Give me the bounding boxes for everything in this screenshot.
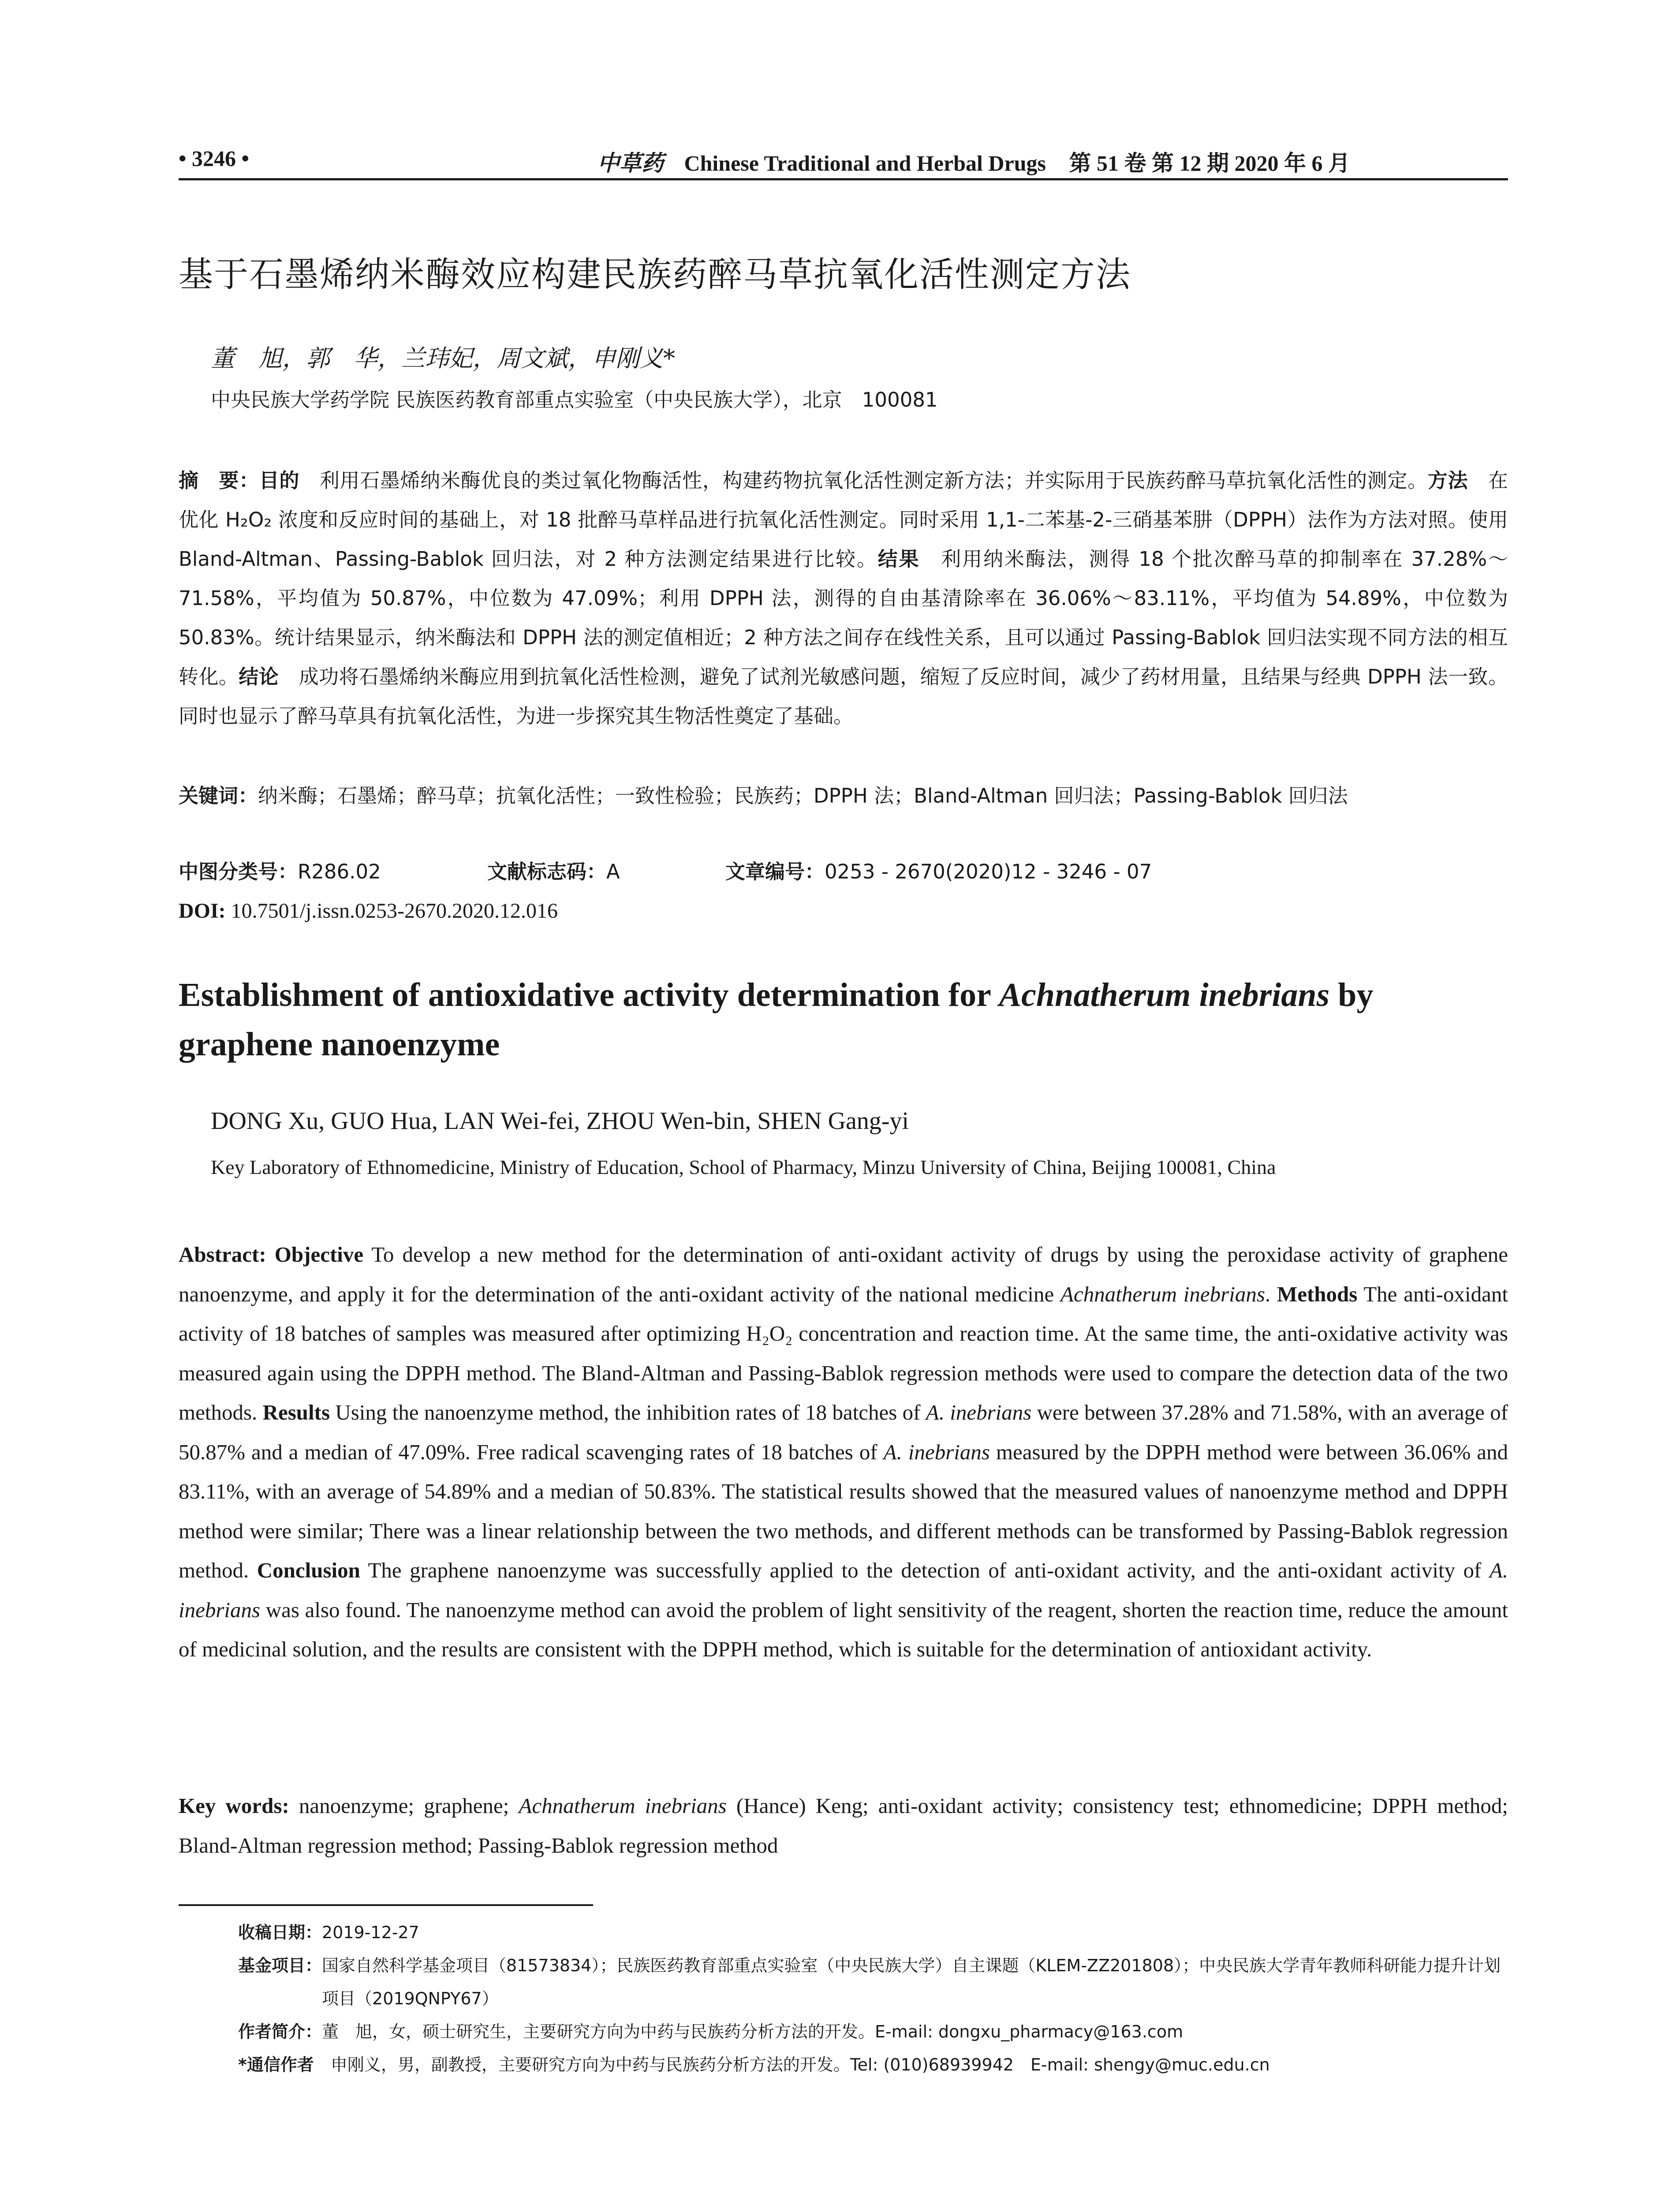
chinese-abstract [179, 461, 1508, 736]
footnote-label: 基金项目： [238, 1956, 322, 1975]
journal-issue: 第 51 卷 第 12 期 2020 年 6 月 [1069, 151, 1350, 176]
conclusion-label: 结论 [239, 665, 279, 688]
english-title [179, 970, 1508, 1069]
class-value: R286.02 [298, 860, 381, 883]
footnote-received [238, 1916, 1508, 1949]
footnote-label: 收稿日期： [238, 1923, 322, 1942]
footnote-corresponding [238, 2048, 1508, 2082]
en-abstract-label: Abstract: [179, 1242, 275, 1267]
en-results-text-2: were between 37.28% and 71.58%, with an average of 50.87% and a median of 47.09%. Free radical scavenging rates of 18 batches of [179, 1400, 1508, 1464]
document-code [487, 852, 620, 891]
footnote-value: 国家自然科学基金项目（81573834）；民族医药教育部重点实验室（中央民族大学）自主课题（KLEM-ZZ201808）；中央民族大学青年教师科研能力提升计划项目（2019QNPY67） [322, 1956, 1501, 2008]
conclusion-text: 成功将石墨烯纳米酶应用到抗氧化活性检测，避免了试剂光敏感问题，缩短了反应时间，减少了药材用量，且结果与经典 DPPH 法一致。同时也显示了醉马草具有抗氧化活性，为进一步探究其生物活性奠定了基础。 [179, 665, 1508, 728]
en-keywords-species: Achnatherum inebrians [519, 1794, 727, 1818]
methods-label: 方法 [1427, 469, 1468, 492]
en-objective-text: To develop a new method for the determination of anti-oxidant activity of drugs by using the peroxidase activity of graphene nanoenzyme, and apply it for the determination of the anti-oxidant activity of the national medicine [179, 1242, 1508, 1306]
en-conclusion-label: Conclusion [257, 1558, 360, 1582]
en-conclusion-text-2: was also found. The nanoenzyme method can avoid the problem of light sensitivity of the reagent, shorten the reaction time, reduce the amount of medicinal solution, and the results are consistent with the DPPH method, which is suitable for the determination of antioxidant activity. [179, 1597, 1508, 1661]
en-period: . [1265, 1282, 1277, 1306]
article-number [725, 852, 1152, 891]
english-title-species: Achnatherum inebrians [999, 976, 1330, 1013]
footnote-funding [238, 1949, 1508, 2015]
en-keywords-text-2: (Hance) Keng; anti-oxidant activity; consistency test; ethnomedicine; DPPH method; Bland-Altman regression method; Passing-Bablok regression method [179, 1794, 1508, 1857]
page-number: • 3246 • [179, 146, 250, 171]
doc-code-label: 文献标志码： [487, 860, 607, 883]
en-species-abbr: A. inebrians [883, 1439, 990, 1464]
en-results-label: Results [262, 1400, 330, 1424]
chinese-authors: 董 旭，郭 华，兰玮妃，周文斌，申刚义* [211, 344, 675, 372]
en-species-name: Achnatherum inebrians [1060, 1282, 1265, 1306]
keywords-label: 关键词： [179, 784, 258, 807]
abstract-label: 摘 要： [179, 469, 259, 492]
en-keywords-label: Key words: [179, 1794, 289, 1818]
english-title-prefix: Establishment of antioxidative activity determination for [179, 976, 999, 1013]
en-species-abbr: A. inebrians [926, 1400, 1032, 1424]
journal-name-en: Chinese Traditional and Herbal Drugs [684, 151, 1046, 176]
english-affiliation: Key Laboratory of Ethnomedicine, Ministry of Education, School of Pharmacy, Minzu University of China, Beijing 100081, China [211, 1156, 1276, 1178]
footnote-author-bio [238, 2015, 1508, 2048]
en-species-abbr: A. inebrians [179, 1558, 1508, 1622]
english-authors: DONG Xu, GUO Hua, LAN Wei-fei, ZHOU Wen-bin, SHEN Gang-yi [211, 1107, 909, 1135]
english-abstract [179, 1235, 1508, 1669]
objective-text: 利用石墨烯纳米酶优良的类过氧化物酶活性，构建药物抗氧化活性测定新方法；并实际用于民族药醉马草抗氧化活性的测定。 [299, 469, 1428, 492]
classification-line [179, 852, 1508, 891]
results-label: 结果 [877, 547, 920, 571]
doi-label: DOI: [179, 899, 226, 923]
english-keywords [179, 1786, 1508, 1865]
objective-label: 目的 [259, 469, 300, 492]
en-results-text-1: Using the nanoenzyme method, the inhibition rates of 18 batches of [330, 1400, 926, 1424]
footnote-label: 作者简介： [238, 2022, 322, 2041]
footnote-divider [179, 1904, 593, 1906]
article-no-value: 0253 - 2670(2020)12 - 3246 - 07 [825, 860, 1152, 883]
footnotes [238, 1916, 1508, 2082]
en-methods-label: Methods [1277, 1282, 1358, 1306]
doi-value: 10.7501/j.issn.0253-2670.2020.12.016 [225, 899, 558, 923]
footnote-label: *通信作者 [238, 2055, 314, 2074]
journal-info [597, 146, 1350, 177]
article-no-label: 文章编号： [725, 860, 825, 883]
class-number [179, 852, 381, 891]
methods-text: 在优化 H₂O₂ 浓度和反应时间的基础上，对 18 批醉马草样品进行抗氧化活性测定。同时采用 1,1-二苯基-2-三硝基苯肼（DPPH）法作为方法对照。使用 Bland-Altman、Passing-Bablok 回归法，对 2 种方法测定结果进行比较。 [179, 469, 1508, 571]
running-header [179, 140, 1508, 180]
english-title-suffix: by graphene nanoenzyme [179, 976, 1374, 1063]
en-methods-text: The anti-oxidant activity of 18 batches of samples was measured after optimizing H₂O₂ concentration and reaction time. At the same time, the anti-oxidative activity was measured again using the DPPH method. The Bland-Altman and Passing-Bablok regression methods were used to compare the detection data of the two methods. [179, 1282, 1508, 1424]
chinese-title: 基于石墨烯纳米酶效应构建民族药醉马草抗氧化活性测定方法 [179, 255, 1131, 295]
footnote-value: 申刚义，男，副教授，主要研究方向为中药与民族药分析方法的开发。Tel: (010)68939942 E-mail: shengy@muc.edu.cn [314, 2055, 1270, 2074]
class-label: 中图分类号： [179, 860, 298, 883]
footnote-value: 董 旭，女，硕士研究生，主要研究方向为中药与民族药分析方法的开发。E-mail: dongxu_pharmacy@163.com [322, 2022, 1183, 2041]
en-results-text-3: measured by the DPPH method were between 36.06% and 83.11%, with an average of 54.89% and a median of 50.83%. The statistical results showed that the measured values of nanoenzyme method and DPPH method were similar; There was a linear relationship between the two methods, and different methods can be transformed by Passing-Bablok regression method. [179, 1439, 1508, 1582]
footnote-value: 2019-12-27 [322, 1923, 419, 1942]
doc-code-value: A [606, 860, 620, 883]
doi-line [179, 891, 558, 931]
en-objective-label: Objective [274, 1242, 364, 1267]
chinese-affiliation: 中央民族大学药学院 民族医药教育部重点实验室（中央民族大学），北京 100081 [211, 388, 938, 411]
results-text: 利用纳米酶法，测得 18 个批次醉马草的抑制率在 37.28%～71.58%，平均值为 50.87%，中位数为 47.09%；利用 DPPH 法，测得的自由基清除率在 36.06%～83.11%，平均值为 54.89%，中位数为 50.83%。统计结果显示，纳米酶法和 DPPH 法的测定值相近；2 种方法之间存在线性关系，且可以通过 Passing-Bablok 回归法实现不同方法的相互转化。 [179, 547, 1508, 688]
en-keywords-text-1: nanoenzyme; graphene; [289, 1794, 519, 1818]
en-conclusion-text-1: The graphene nanoenzyme was successfully applied to the detection of anti-oxidant activity, and the anti-oxidant activity of [360, 1558, 1490, 1582]
chinese-keywords [179, 776, 1508, 815]
keywords-text: 纳米酶；石墨烯；醉马草；抗氧化活性；一致性检验；民族药；DPPH 法；Bland-Altman 回归法；Passing-Bablok 回归法 [258, 784, 1348, 807]
journal-name-cn: 中草药 [597, 151, 664, 176]
